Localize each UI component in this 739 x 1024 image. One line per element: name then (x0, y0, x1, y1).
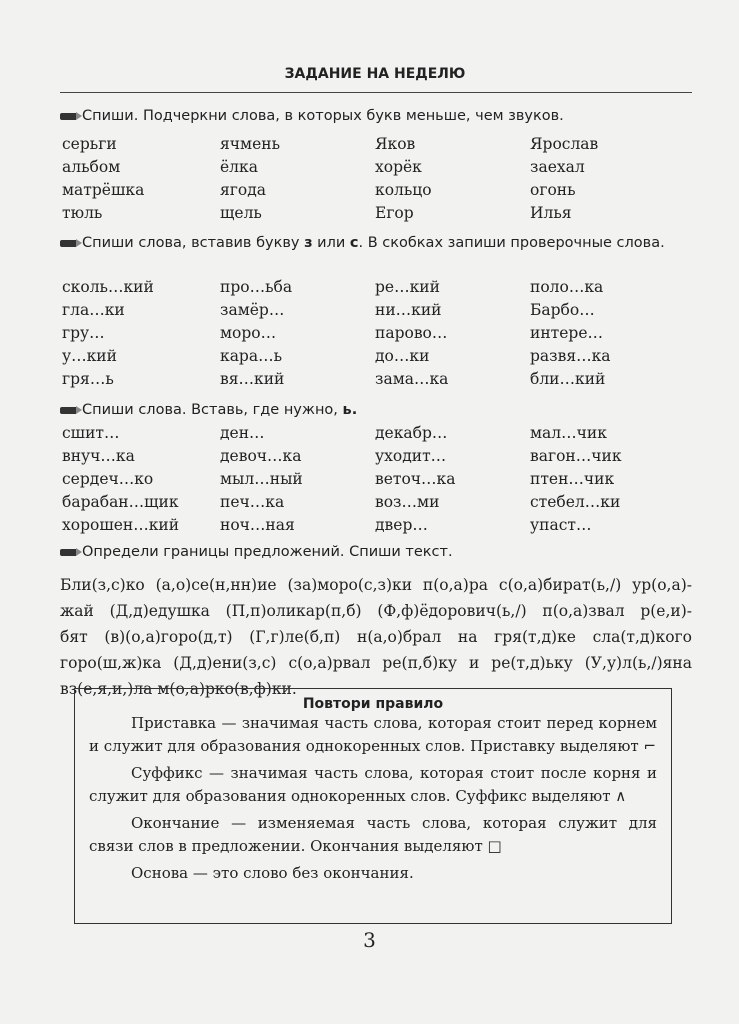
word-item: бли…кий (530, 370, 606, 388)
word-row (62, 301, 692, 324)
word-item: ячмень (220, 135, 281, 153)
word-item: Илья (530, 204, 572, 222)
word-item: двер… (375, 516, 428, 534)
page-number: 3 (363, 928, 376, 952)
word-row (62, 424, 692, 447)
word-item: Ярослав (530, 135, 599, 153)
task3-word-grid (62, 424, 692, 539)
word-row (62, 278, 692, 301)
word-item: ре…кий (375, 278, 440, 296)
rule-text: Суффикс — значимая часть слова, которая стоит после корня и служит для образования однокоренных слов. Суффикс выделяют (89, 764, 657, 805)
word-item: про…ьба (220, 278, 293, 296)
rule-box (74, 688, 672, 924)
word-item: ягода (220, 181, 267, 199)
rule-text: Окончание — изменяемая часть слова, которая служит для связи слов в предложении. Окончания выделяют (89, 814, 657, 855)
word-item: ноч…ная (220, 516, 295, 534)
text-line: жай (Д,д)едушка (П,п)оликар(п,б) (Ф,ф)ёдорович(ь,/) п(о,а)звал р(е,и)- (60, 602, 692, 620)
word-item: моро… (220, 324, 277, 342)
text-line: Бли(з,с)ко (а,о)се(н,нн)ие (за)моро(с,з)ки п(о,а)ра с(о,а)бират(ь,/) ур(о,а)- (60, 576, 692, 594)
rule-suffix (75, 762, 671, 808)
word-item: огонь (530, 181, 576, 199)
word-item: альбом (62, 158, 121, 176)
word-item: серьги (62, 135, 117, 153)
prefix-sign-icon: ⌐ (643, 737, 657, 755)
word-item: мал…чик (530, 424, 607, 442)
word-item: развя…ка (530, 347, 611, 365)
word-item: стебел…ки (530, 493, 621, 511)
word-row (62, 204, 692, 227)
word-item: интере… (530, 324, 604, 342)
task4-instruction (60, 541, 690, 563)
task2-word-grid (62, 278, 692, 393)
instruction-text: . В скобках запиши проверочные слова. (358, 235, 665, 251)
word-row (62, 324, 692, 347)
word-item: ёлка (220, 158, 258, 176)
instruction-text: Спиши. Подчеркни слова, в которых букв меньше, чем звуков. (82, 108, 564, 124)
word-item: воз…ми (375, 493, 440, 511)
rule-stem: Основа — это слово без окончания. (131, 864, 414, 882)
word-item: кольцо (375, 181, 432, 199)
text-line: бят (в)(о,а)горо(д,т) (Г,г)ле(б,п) н(а,о)брал на гря(т,д)ке сла(т,д)кого (60, 628, 692, 646)
word-item: декабр… (375, 424, 448, 442)
text-line: горо(ш,ж)ка (Д,д)ени(з,с) с(о,а)рвал ре(п,б)ку и ре(т,д)ьку (У,у)л(ь,/)яна (60, 654, 692, 672)
word-item: гла…ки (62, 301, 125, 319)
pencil-icon (60, 240, 76, 247)
word-item: парово… (375, 324, 448, 342)
word-item: ден… (220, 424, 265, 442)
word-item: Егор (375, 204, 414, 222)
rule-prefix (75, 712, 671, 758)
instruction-text: или (312, 235, 350, 251)
word-item: ни…кий (375, 301, 442, 319)
word-item: упаст… (530, 516, 592, 534)
task3-instruction (60, 399, 690, 421)
word-row (62, 347, 692, 370)
word-item: замёр… (220, 301, 285, 319)
ending-sign-icon: □ (487, 837, 502, 855)
rule-box-title: Повтори правило (302, 696, 444, 712)
word-row (62, 158, 692, 181)
soft-sign-letter: ь. (342, 402, 358, 418)
instruction-text: Спиши слова, вставив букву (82, 235, 305, 251)
word-item: гру… (62, 324, 105, 342)
word-item: зама…ка (375, 370, 449, 388)
word-row (62, 493, 692, 516)
instruction-text: Спиши слова. Вставь, где нужно, (82, 402, 343, 418)
word-item: матрёшка (62, 181, 145, 199)
word-item: тюль (62, 204, 103, 222)
header-divider (60, 92, 692, 93)
word-item: девоч…ка (220, 447, 302, 465)
word-row (62, 516, 692, 539)
word-item: хорёк (375, 158, 422, 176)
word-item: поло…ка (530, 278, 604, 296)
word-item: щель (220, 204, 262, 222)
suffix-sign-icon: ∧ (615, 787, 627, 805)
word-item: до…ки (375, 347, 430, 365)
word-item: Яков (375, 135, 416, 153)
pencil-icon (60, 407, 76, 414)
letter-z: з (304, 235, 313, 251)
word-item: вагон…чик (530, 447, 622, 465)
word-row (62, 370, 692, 393)
word-item: уходит… (375, 447, 447, 465)
letter-s: с (349, 235, 359, 251)
task2-instruction (60, 232, 690, 254)
word-item: барабан…щик (62, 493, 179, 511)
page-header: ЗАДАНИЕ НА НЕДЕЛЮ (284, 66, 466, 82)
word-item: сердеч…ко (62, 470, 154, 488)
word-row (62, 135, 692, 158)
word-item: внуч…ка (62, 447, 135, 465)
word-row (62, 470, 692, 493)
word-item: печ…ка (220, 493, 285, 511)
rule-ending (75, 812, 671, 858)
text-line: вз(е,я,и,)ла м(о,а)рко(в,ф)ки. (60, 680, 297, 698)
word-item: Барбо… (530, 301, 595, 319)
instruction-text: Определи границы предложений. Спиши текст. (82, 544, 453, 560)
word-item: сколь…кий (62, 278, 154, 296)
word-row (62, 181, 692, 204)
pencil-icon (60, 113, 76, 120)
word-item: хорошен…кий (62, 516, 180, 534)
pencil-icon (60, 549, 76, 556)
word-item: сшит… (62, 424, 120, 442)
word-item: у…кий (62, 347, 117, 365)
word-item: гря…ь (62, 370, 114, 388)
word-item: вя…кий (220, 370, 285, 388)
word-item: птен…чик (530, 470, 615, 488)
word-item: заехал (530, 158, 585, 176)
word-row (62, 447, 692, 470)
task1-word-grid (62, 135, 692, 227)
task1-instruction (60, 105, 690, 127)
word-item: кара…ь (220, 347, 283, 365)
word-item: веточ…ка (375, 470, 456, 488)
word-item: мыл…ный (220, 470, 303, 488)
rule-text: Приставка — значимая часть слова, которая стоит перед корнем и служит для образования однокоренных слов. Приставку выделяют (89, 714, 657, 755)
task4-text (60, 572, 692, 702)
